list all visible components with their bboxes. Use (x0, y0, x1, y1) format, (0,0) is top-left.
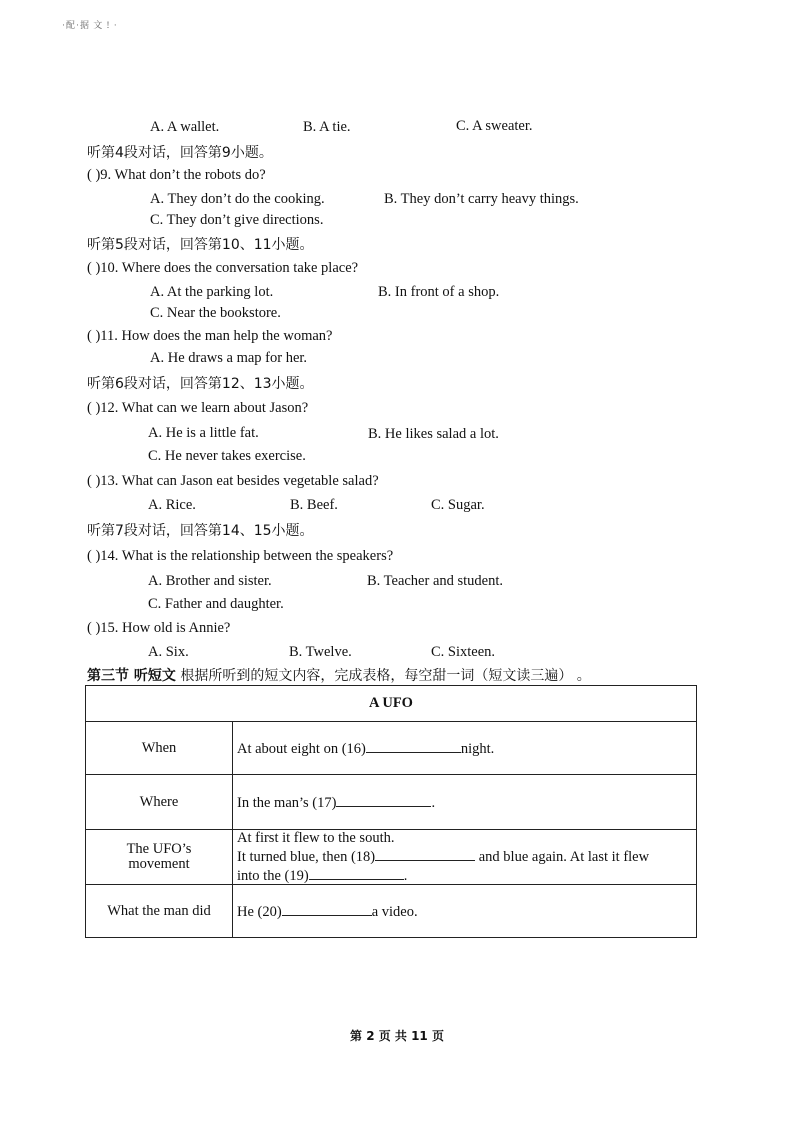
q8-option-a: A. A wallet. (150, 119, 220, 135)
q13-stem: ( )13. What can Jason eat besides vegetable salad? (87, 473, 379, 489)
page-number: 第 2 页 共 11 页 (350, 1029, 444, 1043)
ufo-table-title: A UFO (86, 686, 697, 722)
q8-option-b: B. A tie. (303, 119, 351, 135)
q10-option-a: A. At the parking lot. (150, 284, 274, 300)
q13-option-a: A. Rice. (148, 497, 196, 513)
row-label-when: When (86, 722, 233, 775)
header-fragment: ·配·据 文 ! · (62, 20, 118, 30)
row-content-where: In the man’s (17) . (233, 775, 697, 830)
row-content-movement: At first it flew to the south. It turned blue, then (18) and blue again. At last it flew into the (19) . (233, 830, 697, 885)
q15-option-c: C. Sixteen. (431, 644, 496, 660)
q14-option-a: A. Brother and sister. (148, 573, 272, 589)
row-label-movement: The UFO’s movement (86, 830, 233, 885)
q15-stem: ( )15. How old is Annie? (87, 620, 231, 636)
q12-stem: ( )12. What can we learn about Jason? (87, 400, 309, 416)
section-4-instruction: 听第4段对话，回答第9小题。 (87, 145, 273, 161)
section-6-instruction: 听第6段对话，回答第12、13小题。 (87, 376, 314, 392)
blank-19[interactable] (309, 865, 404, 880)
q9-stem: ( )9. What don’t the robots do? (87, 167, 266, 183)
q13-option-b: B. Beef. (290, 497, 338, 513)
q10-option-b: B. In front of a shop. (378, 284, 500, 300)
q14-option-b: B. Teacher and student. (367, 573, 504, 589)
q9-option-a: A. They don’t do the cooking. (150, 191, 325, 207)
row-content-what-did: He (20) a video. (233, 885, 697, 938)
blank-17[interactable] (336, 792, 431, 807)
q14-stem: ( )14. What is the relationship between the speakers? (87, 548, 394, 564)
blank-18[interactable] (375, 846, 475, 861)
q9-option-c: C. They don’t give directions. (150, 212, 324, 228)
section-3-title: 第三节 听短文 (87, 668, 176, 684)
table-row (86, 885, 697, 938)
row-label-where: Where (86, 775, 233, 830)
ufo-table (85, 685, 697, 938)
section-5-instruction: 听第5段对话，回答第10、11小题。 (87, 237, 314, 253)
row-label-what-did: What the man did (86, 885, 233, 938)
q12-option-c: C. He never takes exercise. (148, 448, 306, 464)
section-3-heading (87, 665, 591, 685)
table-row (86, 830, 697, 885)
q15-option-b: B. Twelve. (289, 644, 352, 660)
q8-option-c: C. A sweater. (456, 118, 533, 134)
q11-option-a: A. He draws a map for her. (150, 350, 308, 366)
q14-option-c: C. Father and daughter. (148, 596, 284, 612)
q12-option-b: B. He likes salad a lot. (368, 426, 499, 442)
table-row (86, 722, 697, 775)
q9-option-b: B. They don’t carry heavy things. (384, 191, 579, 207)
blank-16[interactable] (366, 738, 461, 753)
q15-option-a: A. Six. (148, 644, 189, 660)
section-3-instruction: 根据所听到的短文内容，完成表格，每空甜一词（短文读三遍） 。 (175, 668, 591, 684)
row-content-when: At about eight on (16) night. (233, 722, 697, 775)
q10-option-c: C. Near the bookstore. (150, 305, 281, 321)
blank-20[interactable] (282, 901, 372, 916)
q10-stem: ( )10. Where does the conversation take place? (87, 260, 359, 276)
section-7-instruction: 听第7段对话，回答第14、15小题。 (87, 523, 314, 539)
q11-stem: ( )11. How does the man help the woman? (87, 328, 333, 344)
table-row (86, 775, 697, 830)
q13-option-c: C. Sugar. (431, 497, 485, 513)
q12-option-a: A. He is a little fat. (148, 425, 259, 441)
